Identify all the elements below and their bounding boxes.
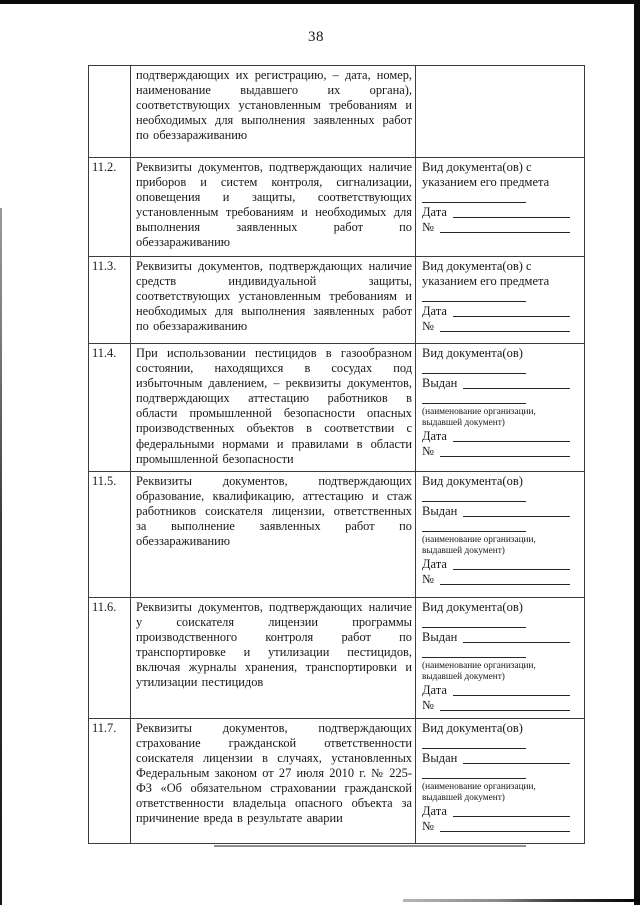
field-label: Выдан [422,750,458,765]
detail-caption: (наименование организации, выдавшей документ) [422,407,536,428]
scan-edge-top [0,0,640,4]
blank-fill-line [422,736,577,751]
labeled-fill-line [422,819,577,834]
labeled-fill-line [422,304,577,319]
row-details [415,66,584,157]
row-description: Реквизиты документов, подтверждающих наличие у соискателя лицензии программы производственного контроля работ по транспортировке и утилизации пестицидов, включая журналы хранения, транспортировки и утилизации пестицидов [130,598,415,718]
field-label: Дата [422,682,447,697]
page-number: 38 [308,29,324,45]
labeled-fill-line [422,572,577,587]
row-number [89,66,130,157]
table-row [89,597,584,718]
table-row [89,256,584,343]
row-number: 11.3. [92,259,117,273]
scan-edge-right [634,0,640,905]
labeled-fill-line [422,504,577,519]
underline [463,751,570,764]
field-label: Выдан [422,376,458,390]
underline [463,376,570,389]
detail-caption: (наименование организации, выдавшей документ) [422,534,536,556]
underline [453,205,570,218]
row-description: Реквизиты документов, подтверждающих наличие приборов и систем контроля, сигнализации, оповещения и защиты, соответствующих установленным требованиям и необходимых для выполнения заявленных работ по обеззараживанию [130,158,415,256]
row-number: 11.5. [92,473,117,488]
underline [453,804,570,817]
row-number: 11.7. [92,720,117,735]
blank-fill-line [422,489,577,504]
blank-fill-line [422,289,577,304]
row-details [415,158,584,256]
detail-text: Вид документа(ов) [422,599,523,614]
underline [422,391,526,404]
blank-fill-line [422,361,577,376]
underline [440,698,570,711]
underline [440,572,570,585]
field-label: Дата [422,803,447,818]
field-label: Дата [422,428,447,443]
blank-fill-line [422,615,577,630]
row-number: 11.6. [92,599,117,614]
underline [453,429,570,442]
table-row [89,343,584,471]
scan-smudge-table-bottom [214,845,526,847]
labeled-fill-line [422,220,577,235]
labeled-fill-line [422,630,577,645]
detail-caption: (наименование организации, выдавшей документ) [422,660,536,682]
field-label: № [422,697,434,712]
blank-fill-line [422,766,577,781]
underline [422,489,526,502]
row-description: Реквизиты документов, подтверждающих образование, квалификацию, аттестацию и стаж работников соискателя лицензии, ответственных за выполнение заявленных работ по обеззараживанию [130,472,415,597]
labeled-fill-line [422,429,577,444]
table-row [89,66,584,157]
labeled-fill-line [422,444,577,459]
labeled-fill-line [422,205,577,220]
field-label: Дата [422,304,447,318]
blank-fill-line [422,391,577,406]
field-label: Дата [422,205,447,219]
row-details [415,719,584,843]
row-number: 11.2. [92,160,117,174]
field-label: № [422,319,434,333]
blank-fill-line [422,519,577,534]
field-label: № [422,571,434,586]
labeled-fill-line [422,751,577,766]
detail-caption: (наименование организации, выдавшей документ) [422,781,536,803]
labeled-fill-line [422,683,577,698]
underline [440,819,570,832]
field-label: Выдан [422,503,458,518]
labeled-fill-line [422,698,577,713]
underline [453,683,570,696]
detail-text: Вид документа(ов) [422,720,523,735]
labeled-fill-line [422,376,577,391]
field-label: № [422,220,434,234]
labeled-fill-line [422,319,577,334]
row-description: При использовании пестицидов в газообразном состоянии, находящихся в сосудах под избыточным давлением, – реквизиты документов, подтверждающих аттестацию работников в области промышленной безопасности опасных производственных объектов в соответствии с федеральными нормами и правилами в области промышленной безопасности [130,344,415,471]
detail-text: Вид документа(ов) [422,346,523,360]
labeled-fill-line [422,557,577,572]
scan-mark-bottom [403,899,640,902]
underline [422,766,526,779]
underline [422,615,526,628]
table-row [89,718,584,843]
underline [463,630,570,643]
field-label: № [422,443,434,458]
scan-edge-left [0,208,2,905]
underline [453,304,570,317]
underline [422,736,526,749]
underline [440,319,570,332]
field-label: Дата [422,556,447,571]
row-description: Реквизиты документов, подтверждающих наличие средств индивидуальной защиты, соответствующих установленным требованиям и необходимых для выполнения заявленных работ по обеззараживанию [130,257,415,343]
table-row [89,471,584,597]
underline [422,361,526,374]
detail-text: Вид документа(ов) с указанием его предмета [422,160,550,189]
underline [422,519,526,532]
field-label: Выдан [422,629,458,644]
row-description: подтверждающих их регистрацию, – дата, номер, наименование выдавшего их органа), соответствующих установленным требованиям и необходимых для выполнения заявленных работ по обеззараживанию [130,66,415,157]
underline [422,190,526,203]
underline [463,504,570,517]
blank-fill-line [422,645,577,660]
license-requirements-table [88,65,585,844]
underline [422,289,526,302]
row-description: Реквизиты документов, подтверждающих страхование гражданской ответственности соискателя лицензии в случаях, установленных Федеральным законом от 27 июля 2010 г. № 225-ФЗ «Об обязательном страховании гражданской ответственности владельца опасного объекта за причинение вреда в результате аварии [130,719,415,843]
row-number: 11.4. [92,346,117,360]
row-details [415,598,584,718]
underline [440,220,570,233]
row-details [415,344,584,471]
underline [422,645,526,658]
row-details [415,257,584,343]
blank-fill-line [422,190,577,205]
row-details [415,472,584,597]
table-row [89,157,584,256]
underline [440,444,570,457]
field-label: № [422,818,434,833]
labeled-fill-line [422,804,577,819]
detail-text: Вид документа(ов) [422,473,523,488]
detail-text: Вид документа(ов) с указанием его предмета [422,259,550,288]
underline [453,557,570,570]
